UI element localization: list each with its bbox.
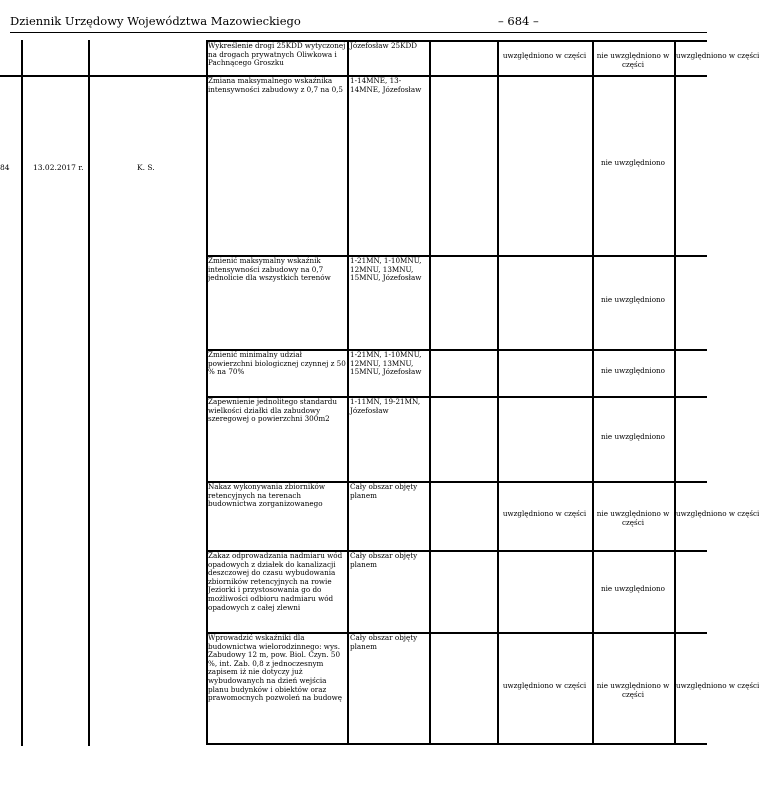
row-c2-status: nie uwzględniono — [601, 295, 665, 304]
row-area: Cały obszar objęty planem — [350, 482, 418, 500]
row-c2-status: nie uwzględniono — [601, 158, 665, 167]
row-c2-status: nie uwzględniono w części — [596, 509, 670, 527]
row-description: Zapewnienie jednolitego standardu wielkości działki dla zabudowy szeregowej o powierzchni 300m2 — [208, 397, 337, 424]
row-c2-status: nie uwzględniono w części — [596, 681, 670, 699]
row-description: Wykreślenie drogi 25KDD wytyczonej na drogach prywatnych Oliwkowa i Pachnącego Groszku — [208, 41, 346, 68]
row-area: 1-11MN, 19-21MN, Józefosław — [350, 397, 421, 415]
page-number: – 684 – — [498, 14, 539, 28]
row-description: Zmiana maksymalnego wskaźnika intensywności zabudowy z 0,7 na 0,5 — [208, 76, 343, 94]
col-line-1 — [347, 40, 349, 745]
header-rule — [10, 32, 707, 33]
col-line-date — [88, 40, 90, 746]
row-description: Zmienić minimalny udział powierzchni biologicznej czynnej z 50 % na 70% — [208, 350, 346, 377]
row-c2-status: nie uwzględniono — [601, 584, 665, 593]
row-area: 1-21MN, 1-10MNU, 12MNU, 13MNU, 15MNU, Józefosław — [350, 256, 422, 283]
row-c1-status: uwzględniono w części — [502, 509, 587, 518]
submission-date: 13.02.2017 r. — [33, 163, 84, 172]
row-description: Wprowadzić wskaźniki dla budownictwa wielorodzinnego: wys. Zabudowy 12 m, pow. Biol. Czyn. 50 %, int. Zab. 0,8 z jednoczesnym zapisem iż nie dotyczy już wybudowanych na dzień wejścia planu budynków i obiektów oraz prawomocnych pozwoleń na budowę — [208, 633, 343, 703]
row-area: Cały obszar objęty planem — [350, 633, 418, 651]
row-description: Zakaz odprowadzania nadmiaru wód opadowych z działek do kanalizacji deszczowej do czasu wybudowania zbiorników retencyjnych na rowie Jeziorki i przystosowania go do możliwości odbioru nadmiaru wód opadowych z całej zlewni — [208, 551, 343, 612]
submission-number: 84 — [0, 163, 10, 172]
col-line-5 — [674, 40, 676, 745]
row-c2-status: nie uwzględniono — [601, 366, 665, 375]
submitter-initials: K. S. — [137, 163, 155, 172]
row-line-left — [0, 75, 206, 77]
journal-title: Dziennik Urzędowy Województwa Mazowieckiego — [10, 14, 301, 28]
row-area: 1-21MN, 1-10MNU, 12MNU, 13MNU, 15MNU, Józefosław — [350, 350, 422, 377]
row-description: Zmienić maksymalny wskaźnik intensywności zabudowy na 0,7 jednolicie dla wszystkich terenów — [208, 256, 331, 283]
row-c1-status: uwzględniono w części — [502, 51, 587, 60]
col-line-3 — [497, 40, 499, 745]
row-c2-status: nie uwzględniono — [601, 432, 665, 441]
col-line-4 — [592, 40, 594, 745]
row-area: Cały obszar objęty planem — [350, 551, 418, 569]
row-c3-status: uwzględniono w części — [676, 51, 759, 60]
col-line-2 — [429, 40, 431, 745]
row-c1-status: uwzględniono w części — [502, 681, 587, 690]
row-c3-status: uwzględniono w części — [676, 509, 759, 518]
row-c3-status: uwzględniono w części — [676, 681, 759, 690]
row-area: 1-14MNE, 13-14MNE, Józefosław — [350, 76, 422, 94]
row-line-8 — [206, 743, 707, 745]
row-description: Nakaz wykonywania zbiorników retencyjnych na terenach budownictwa zorganizowanego — [208, 482, 326, 509]
row-area: Józefosław 25KDD — [350, 41, 418, 50]
col-line-number — [21, 40, 23, 746]
row-c2-status: nie uwzględniono w części — [596, 51, 670, 69]
